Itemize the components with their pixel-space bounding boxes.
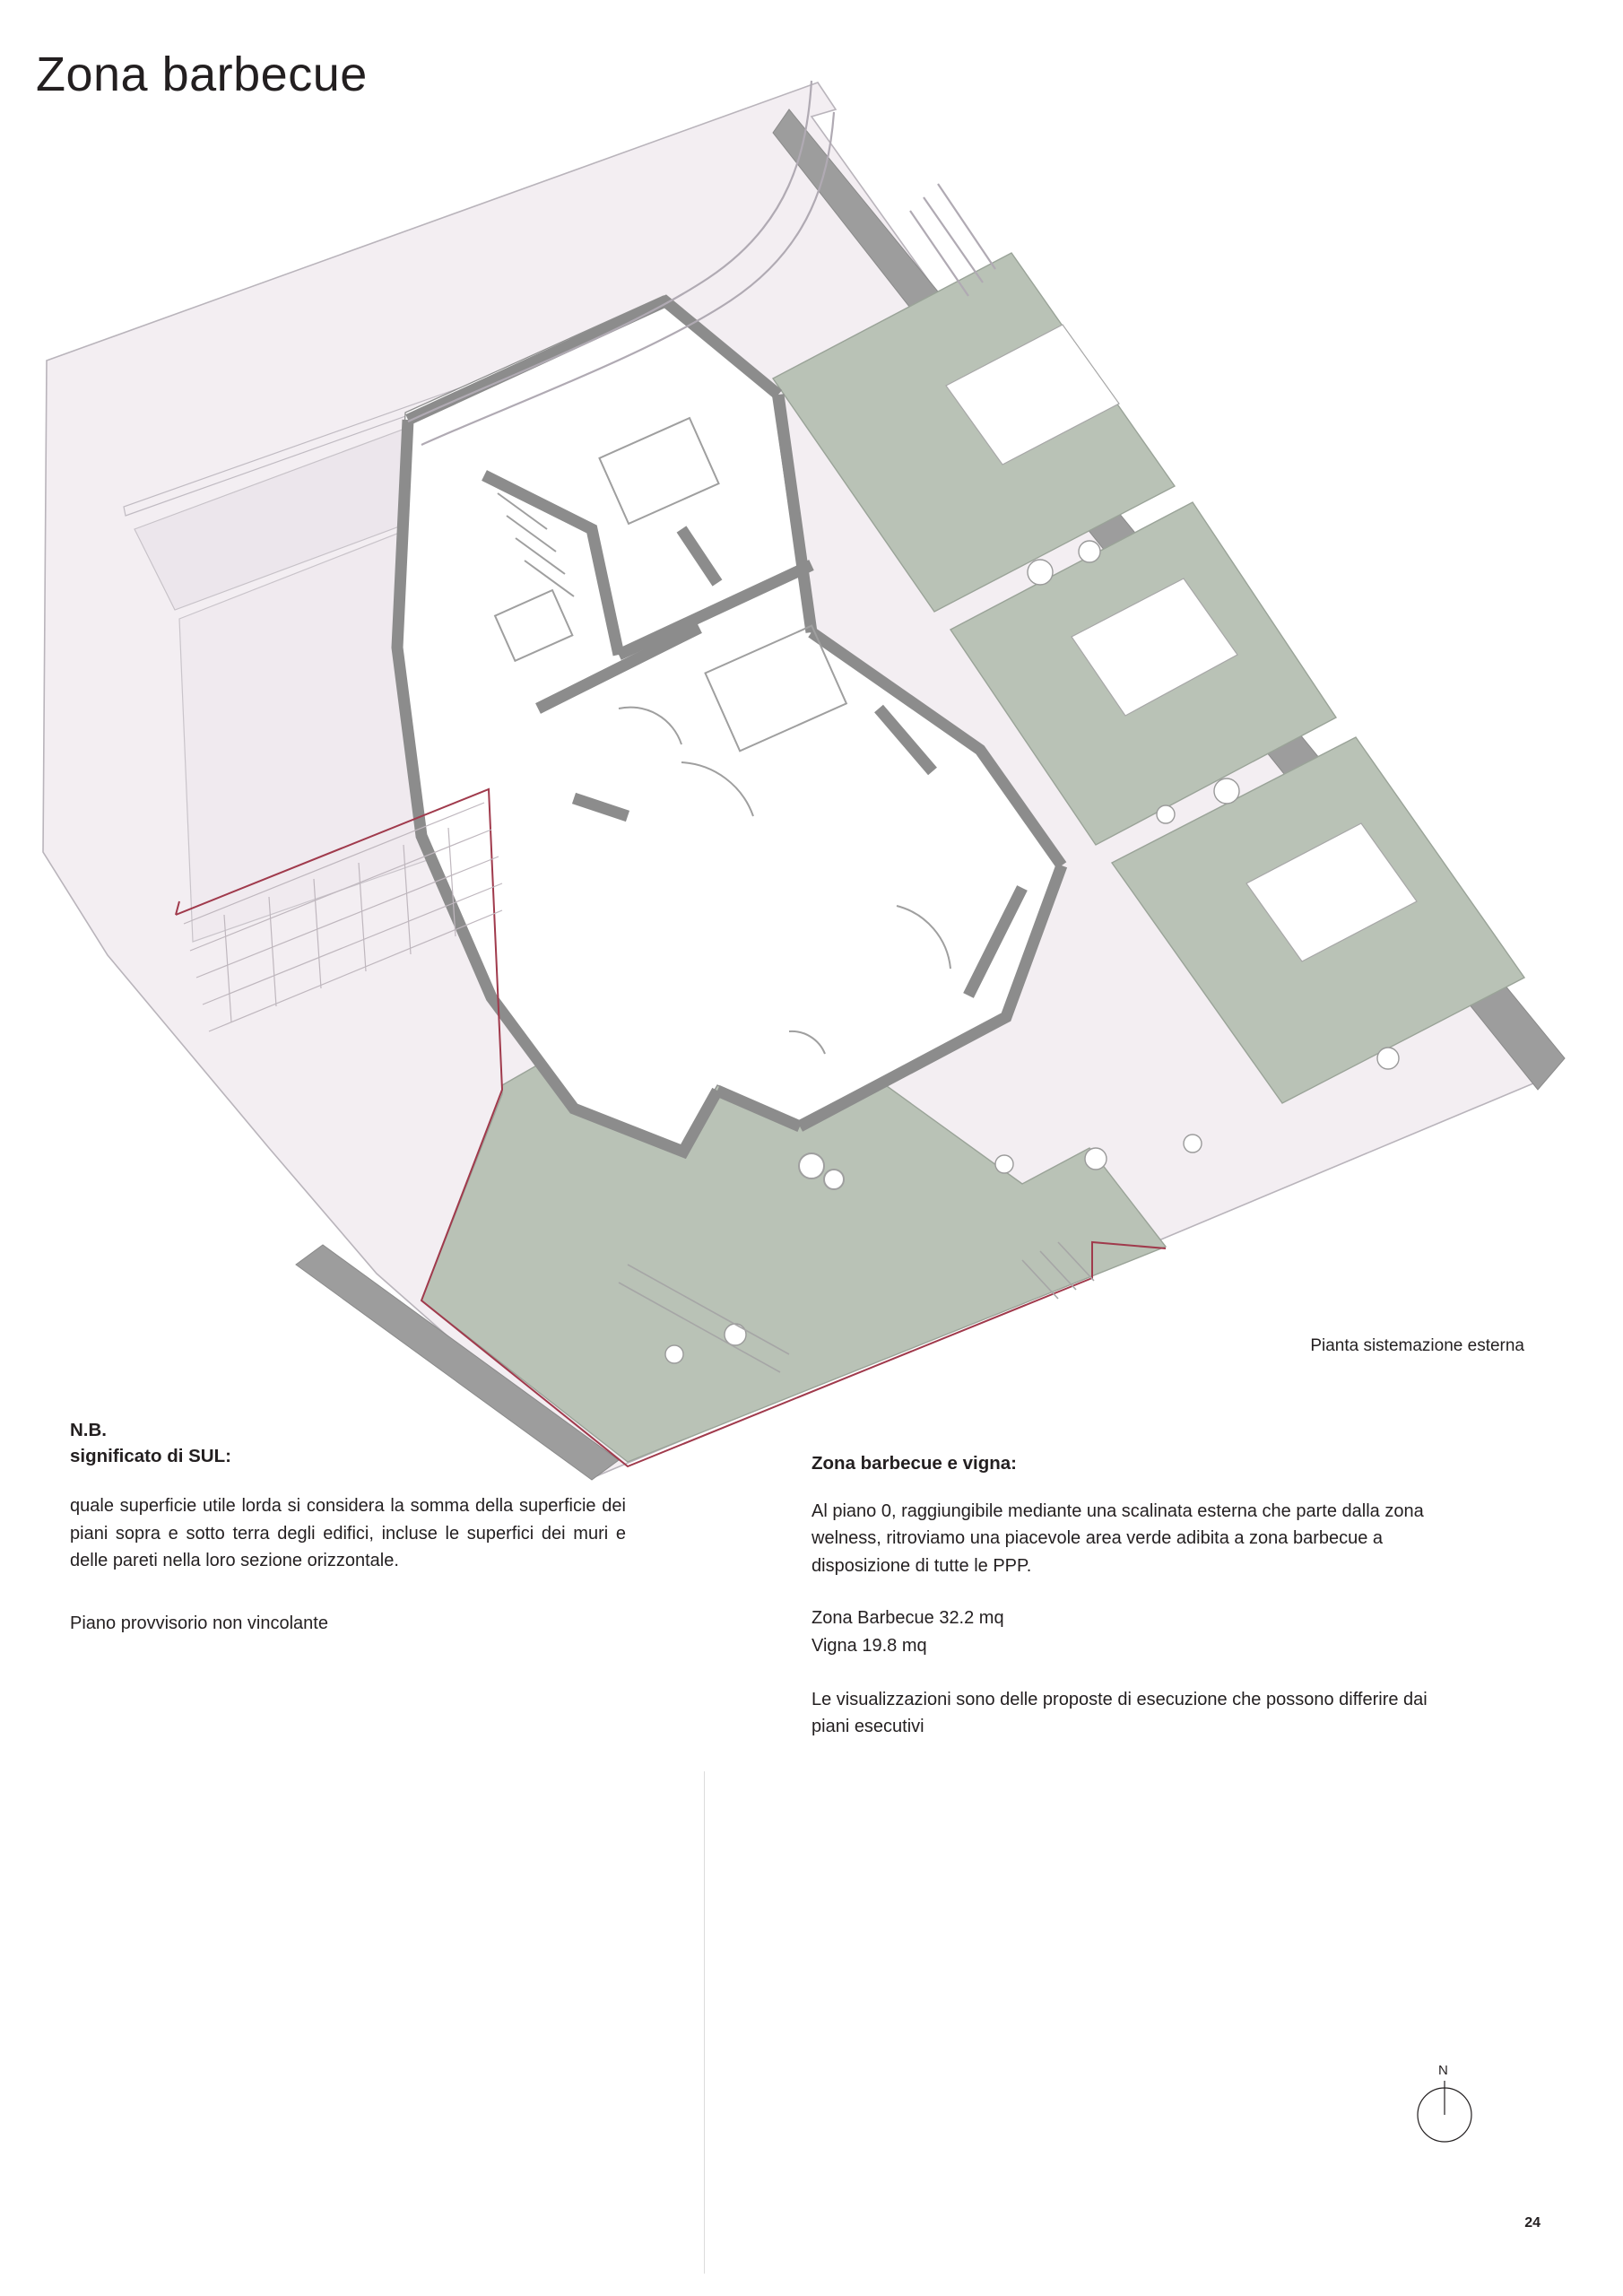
notes-left-column [70,1417,626,1638]
north-label: N [1438,2063,1448,2078]
barbecue-description: Al piano 0, raggiungibile mediante una scalinata esterna che parte dalla zona welness, ritroviamo una piacevole area verde adibita a zona barbecue a disposizione di tutte le PPP. [812,1501,1424,1576]
nb-heading-line1: N.B. [70,1420,107,1440]
page-number: 24 [1524,2215,1541,2231]
north-arrow [1410,2063,1480,2145]
notes-right-column [812,1453,1430,1741]
barbecue-heading: Zona barbecue e vigna: [812,1453,1017,1474]
area-vigna: Vigna 19.8 mq [812,1635,927,1656]
visualization-disclaimer: Le visualizzazioni sono delle proposte di esecuzione che possono differire dai piani esecutivi [812,1689,1428,1737]
sul-definition-paragraph: quale superficie utile lorda si considera la somma della superficie dei piani sopra e sotto terra degli edifici, incluse le superfici dei muri e delle pareti nella loro sezione orizzontale. [70,1496,626,1570]
nb-heading [70,1417,626,1469]
notes-section [0,1417,1623,1848]
site-plan-drawing [0,27,1623,1534]
area-barbecue: Zona Barbecue 32.2 mq [812,1608,1004,1629]
provisional-plan-note: Piano provvisorio non vincolante [70,1613,328,1634]
page-title: Zona barbecue [36,48,368,101]
nb-heading-line2: significato di SUL: [70,1446,231,1467]
registration-line [704,1771,705,2274]
plan-caption: Pianta sistemazione esterna [1310,1336,1524,1355]
